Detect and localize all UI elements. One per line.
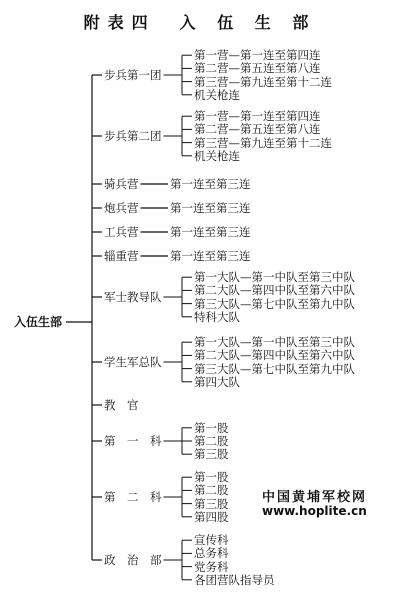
- sub-unit-node: 第一大队—第一中队至第三中队: [194, 335, 355, 350]
- sub-unit-node: 宣传科: [194, 533, 229, 548]
- sub-unit-node: 第一大队—第一中队至第三中队: [194, 270, 355, 285]
- sub-unit-node: 第三营—第九连至第十二连: [194, 74, 332, 89]
- sub-unit-node: 第三股: [194, 496, 229, 511]
- sub-unit-node: 第三大队—第七中队至第九中队: [194, 296, 355, 311]
- sub-unit-node: 第二营—第五连至第八连: [194, 61, 321, 76]
- sub-unit-node: 第一股: [194, 470, 229, 485]
- unit-node: 步兵第二团: [104, 129, 162, 143]
- page-title: 附表四 入 伍 生 部: [83, 13, 317, 32]
- sub-unit-node: 第二股: [194, 483, 229, 498]
- unit-node: 步兵第一团: [104, 68, 162, 82]
- sub-unit-node: 特科大队: [194, 309, 240, 324]
- sub-unit-node: 第二股: [194, 434, 229, 448]
- sub-unit-node: 第一营—第一连至第四连: [194, 48, 321, 63]
- unit-node: 教 官: [104, 398, 139, 412]
- watermark-name: 中国黄埔军校网: [262, 490, 368, 505]
- sub-unit-node: 第三营—第九连至第十二连: [194, 135, 332, 150]
- sub-unit-node: 总务科: [194, 546, 229, 561]
- unit-node: 炮兵营: [104, 201, 139, 215]
- sub-unit-node: 第二营—第五连至第八连: [194, 122, 321, 137]
- unit-node: 骑兵营: [104, 177, 139, 191]
- unit-node: 辎重营: [104, 249, 139, 263]
- sub-unit-node: 第一营—第一连至第四连: [194, 109, 321, 124]
- unit-node: 工兵营: [104, 225, 139, 239]
- sub-unit-node: 机关枪连: [194, 87, 240, 102]
- unit-detail: 第一连至第三连: [170, 177, 251, 191]
- unit-node: 第 一 科: [104, 434, 162, 448]
- sub-unit-node: 第四大队: [194, 374, 240, 389]
- unit-node: 军士教导队: [104, 290, 162, 304]
- sub-unit-node: 第四股: [194, 509, 229, 524]
- watermark-url: www.hoplite.cn: [262, 504, 367, 518]
- unit-detail: 第一连至第三连: [170, 249, 251, 263]
- sub-unit-node: 第三股: [194, 447, 229, 462]
- sub-unit-node: 第二大队—第四中队至第六中队: [194, 283, 355, 298]
- sub-unit-node: 第三大队—第七中队至第九中队: [194, 361, 355, 376]
- unit-node: 政 治 部: [104, 553, 162, 567]
- sub-unit-node: 党务科: [194, 559, 229, 574]
- sub-unit-node: 机关枪连: [194, 148, 240, 163]
- sub-unit-node: 第一股: [194, 420, 229, 435]
- sub-unit-node: 各团营队指导员: [194, 572, 275, 587]
- unit-detail: 第一连至第三连: [170, 225, 251, 239]
- unit-detail: 第一连至第三连: [170, 201, 251, 215]
- sub-unit-node: 第二大队—第四中队至第六中队: [194, 348, 355, 363]
- unit-node: 学生军总队: [104, 355, 162, 369]
- root-node: 入伍生部: [14, 315, 63, 329]
- unit-node: 第 二 科: [104, 490, 162, 504]
